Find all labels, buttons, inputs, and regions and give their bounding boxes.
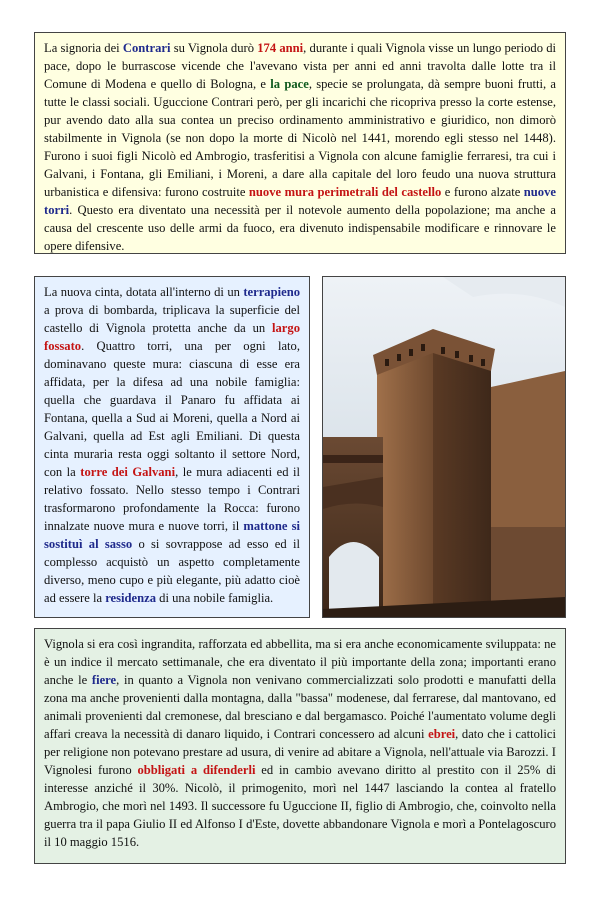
text-segment: di una nobile famiglia.: [156, 591, 274, 605]
tower-side-face: [433, 333, 491, 617]
highlight-nuove-mura: nuove mura perimetrali del castello: [248, 185, 442, 199]
text-segment: La signoria dei: [44, 41, 123, 55]
text-box-economia: [34, 628, 566, 864]
text-segment: o si sovrappose ad esso ed il complesso acquistò un aspetto completamente diverso, meno cupo e più elegante, più adatto cioè ad essere la: [44, 537, 300, 605]
highlight-nuove-torri: nuove torri: [44, 185, 556, 217]
highlight-ebrei: ebrei: [428, 727, 456, 741]
highlight-torre-galvani: torre dei Galvani: [80, 465, 176, 479]
text-segment: , in quanto a Vignola non venivano commercializzati solo prodotti e manufatti della zona ma anche provenienti dalla montagna, dalla "bassa" modenese, dal ferrarese, dal mantovano, ed animali provenienti dal cremonese, dal bresciano e dal bergamasco. Poiché l'aumentato volume degli affari creava la necessità di danaro liquido, i Contrari concessero ad alcuni: [44, 673, 556, 741]
highlight-residenza: residenza: [105, 591, 157, 605]
tower-illustration: [323, 277, 565, 617]
text-segment: , specie se prolungata, dà sempre buoni frutti, a tutte le classi sociali. Uguccione Contrari però, per gli incarichi che ricopriva presso la corte estense, pur avendo dato alla sua contea un preciso ordinamento amministrativo e giuridico, non dimorò stabilmente in Vignola (se non dopo la morte di Nicolò nel 1441, morendo egli stesso nel 1448). Furono i suoi figli Nicolò ed Ambrogio, trasferitisi a Vignola con alcune famiglie ferraresi, tra cui i Galvani, i Fontana, gli Emiliani, i Moreni, a dare alla capitale del loro feudo una nuova struttura urbanistica e difensiva: furono costruite: [44, 77, 556, 199]
text-segment: e furono alzate: [441, 185, 524, 199]
highlight-largo-fossato: largo fossato: [44, 321, 300, 353]
tower-front-face: [377, 333, 433, 617]
highlight-mattone: mattone si sostituì al sasso: [44, 519, 300, 551]
paragraph-cinta: [44, 283, 300, 607]
highlight-contrari: Contrari: [122, 41, 171, 55]
highlight-terrapieno: terrapieno: [243, 285, 300, 299]
tower-photo: [322, 276, 566, 618]
text-segment: , dato che i cattolici per religione non potevano prestare ad usura, di venire ad abitare a Vignola, nell'attuale via Barozzi. I Vignolesi furono: [44, 727, 556, 777]
paragraph-signoria: [44, 39, 556, 255]
text-segment: . Questo era diventato una necessità per il notevole aumento della popolazione; ma anche a causa del crescente uso delle armi da fuoco, era divenuto indispensabile modificare e rinnovare le opere difensive.: [44, 203, 556, 253]
highlight-obbligati: obbligati a difenderli: [137, 763, 256, 777]
highlight-fiere: fiere: [91, 673, 117, 687]
text-segment: a prova di bombarda, triplicava la superficie del castello di Vignola protetta anche da un: [44, 303, 300, 335]
highlight-la-pace: la pace: [270, 77, 309, 91]
text-segment: , durante i quali Vignola visse un lungo periodo di pace, dopo le burrascose vicende che l'avevano vista per anni ed anni travolta dalle lotte tra il Comune di Modena e quello di Bologna, e: [44, 41, 557, 91]
text-segment: su Vignola durò: [170, 41, 258, 55]
text-segment: . Quattro torri, una per ogni lato, dominavano queste mura: ciascuna di esse era affidata, per la difesa ad una nobile famiglia: quella che guardava il Panaro fu affidata ai Fontana, quella a Sud ai Moreni, quella a Nord ai Galvani, quella ad Est agli Emiliani. Di questa cinta muraria resta oggi soltanto il settore Nord, con la: [44, 339, 300, 479]
highlight-174-anni: 174 anni: [257, 41, 304, 55]
text-segment: , le mura adiacenti ed il relativo fossato. Nello stesso tempo i Contrari trasformarono profondamente la Rocca: furono innalzate nuove mura e nuove torri, il: [44, 465, 300, 533]
text-box-cinta: [34, 276, 310, 618]
text-box-signoria: [34, 32, 566, 254]
text-segment: La nuova cinta, dotata all'interno di un: [44, 285, 244, 299]
paragraph-economia: [44, 635, 556, 851]
text-segment: ed in cambio avevano diritto al prestito con il 25% di interesse anziché il 30%. Nicolò, il primogenito, morì nel 1447 lasciando la contea al fratello Ambrogio, che morì nel 1493. Il successore fu Uguccione II, figlio di Ambrogio, che, coinvolto nella guerra tra il papa Giulio II ed Alfonso I d'Este, dovette abbandonare Vignola e morì a Pontelagoscuro il 10 maggio 1516.: [44, 763, 556, 849]
text-segment: Vignola si era così ingrandita, rafforzata ed abbellita, ma si era anche economicamente sviluppata: ne è un indice il mercato settimanale, che era diventato il più importante della zona; importanti erano anche le: [44, 637, 556, 687]
